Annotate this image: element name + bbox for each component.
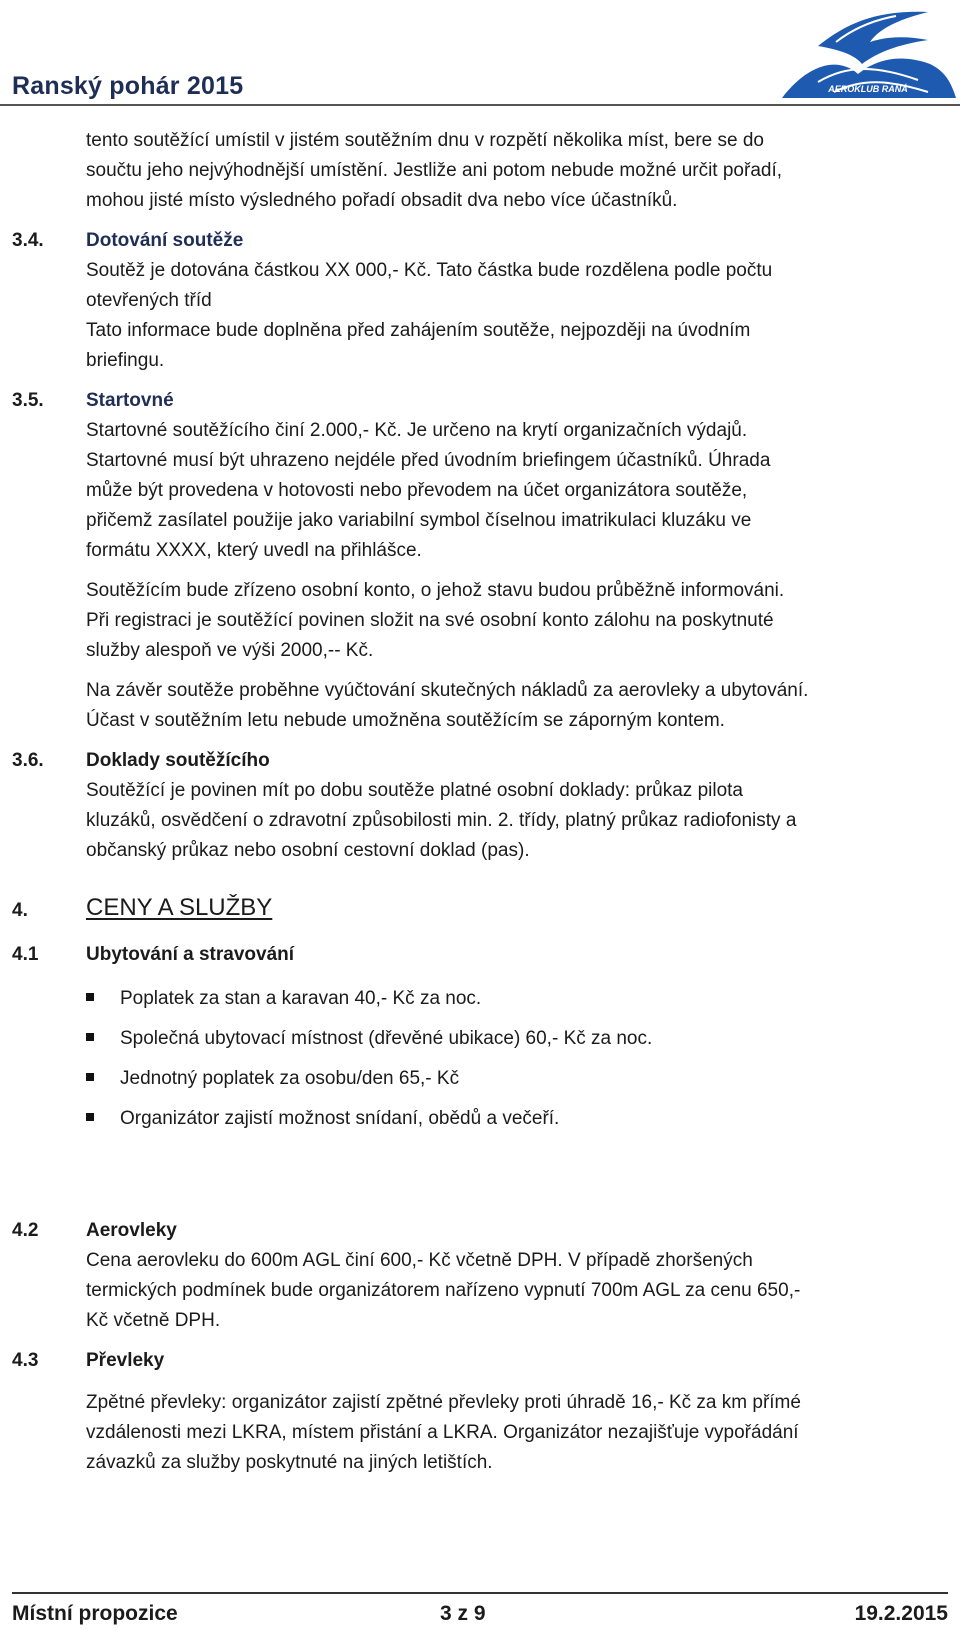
section-number: 4.1 [12, 944, 39, 965]
list-item: Společná ubytovací místnost (dřevěné ubikace) 60,- Kč za noc. [86, 1024, 652, 1054]
section-title: Ubytování a stravování [86, 944, 295, 965]
intro-line: mohou jisté místo výsledného pořadí obsadit dva nebo více účastníků. [86, 190, 678, 211]
section-title: Doklady soutěžícího [86, 750, 270, 771]
chapter-title: CENY A SLUŽBY [86, 894, 273, 921]
paragraph-line: termických podmínek bude organizátorem nařízeno vypnutí 700m AGL za cenu 650,- [86, 1280, 801, 1301]
paragraph-line: Kč včetně DPH. [86, 1310, 221, 1331]
paragraph-line: Zpětné převleky: organizátor zajistí zpětné převleky proti úhradě 16,- Kč za km přímé [86, 1392, 801, 1413]
footer-date: 19.2.2015 [854, 1602, 948, 1625]
paragraph-line: Účast v soutěžním letu nebude umožněna soutěžícím se záporným kontem. [86, 710, 725, 731]
list-item: Poplatek za stan a karavan 40,- Kč za noc. [86, 984, 481, 1014]
paragraph-line: Cena aerovleku do 600m AGL činí 600,- Kč včetně DPH. V případě zhoršených [86, 1250, 753, 1271]
chapter-number: 4. [12, 900, 28, 921]
paragraph-line: kluzáků, osvědčení o zdravotní způsobilosti min. 2. třídy, platný průkaz radiofonisty a [86, 810, 797, 831]
footer-divider [12, 1592, 948, 1594]
section-title: Dotování soutěže [86, 230, 244, 251]
square-bullet-icon [86, 1073, 94, 1081]
paragraph-line: Na závěr soutěže proběhne vyúčtování skutečných nákladů za aerovleky a ubytování. [86, 680, 809, 701]
square-bullet-icon [86, 993, 94, 1001]
section-number: 4.2 [12, 1220, 39, 1241]
section-title: Startovné [86, 390, 174, 411]
paragraph-line: Startovné musí být uhrazeno nejdéle před úvodním briefingem účastníků. Úhrada [86, 450, 771, 471]
logo-text: AEROKLUB RANÁ [828, 84, 908, 94]
paragraph-line: Při registraci je soutěžící povinen složit na své osobní konto zálohu na poskytnuté [86, 610, 774, 631]
paragraph-line: otevřených tříd [86, 290, 212, 311]
paragraph-line: Soutěžícím bude zřízeno osobní konto, o jehož stavu budou průběžně informováni. [86, 580, 785, 601]
page-header [0, 0, 960, 108]
paragraph-line: Startovné soutěžícího činí 2.000,- Kč. Je určeno na krytí organizačních výdajů. [86, 420, 748, 441]
square-bullet-icon [86, 1113, 94, 1121]
list-item: Jednotný poplatek za osobu/den 65,- Kč [86, 1064, 459, 1094]
section-number: 3.6. [12, 750, 44, 771]
list-item: Organizátor zajistí možnost snídaní, obědů a večeří. [86, 1104, 559, 1134]
paragraph-line: služby alespoň ve výši 2000,-- Kč. [86, 640, 374, 661]
paragraph-line: Soutěž je dotována částkou XX 000,- Kč. Tato částka bude rozdělena podle počtu [86, 260, 773, 281]
page-number: 3 z 9 [440, 1602, 486, 1625]
paragraph-line: občanský průkaz nebo osobní cestovní doklad (pas). [86, 840, 530, 861]
intro-line: tento soutěžící umístil v jistém soutěžním dnu v rozpětí několika míst, bere se do [86, 130, 764, 151]
paragraph-line: Tato informace bude doplněna před zahájením soutěže, nejpozději na úvodním [86, 320, 751, 341]
header-title: Ranský pohár 2015 [12, 72, 244, 100]
paragraph-line: přičemž zasílatel použije jako variabilní symbol číselnou imatrikulaci kluzáku ve [86, 510, 752, 531]
section-number: 3.4. [12, 230, 44, 251]
aeroklub-logo [778, 2, 958, 104]
header-divider [0, 104, 960, 106]
footer-left: Místní propozice [12, 1602, 178, 1625]
section-title: Aerovleky [86, 1220, 177, 1241]
paragraph-line: briefingu. [86, 350, 165, 371]
section-number: 3.5. [12, 390, 44, 411]
paragraph-line: formátu XXXX, který uvedl na přihlášce. [86, 540, 422, 561]
paragraph-line: vzdálenosti mezi LKRA, místem přistání a LKRA. Organizátor nezajišťuje vypořádání [86, 1422, 799, 1443]
paragraph-line: Soutěžící je povinen mít po dobu soutěže platné osobní doklady: průkaz pilota [86, 780, 743, 801]
paragraph-line: může být provedena v hotovosti nebo převodem na účet organizátora soutěže, [86, 480, 748, 501]
section-title: Převleky [86, 1350, 165, 1371]
section-number: 4.3 [12, 1350, 39, 1371]
square-bullet-icon [86, 1033, 94, 1041]
intro-line: součtu jeho nejvýhodnější umístění. Jestliže ani potom nebude možné určit pořadí, [86, 160, 783, 181]
paragraph-line: závazků za služby poskytnuté na jiných letištích. [86, 1452, 493, 1473]
